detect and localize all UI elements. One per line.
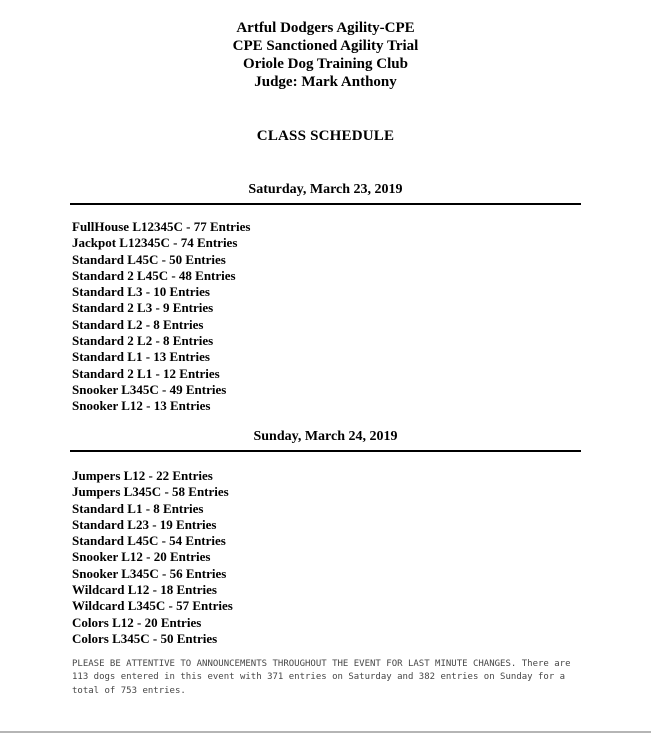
- sunday-date-heading: Sunday, March 24, 2019: [70, 429, 581, 452]
- class-entry: Snooker L12 - 13 Entries: [72, 398, 211, 414]
- announcement-line: total of 753 entries.: [72, 685, 186, 696]
- class-entry: Jumpers L345C - 58 Entries: [72, 484, 229, 500]
- judge-line: Judge: Mark Anthony: [254, 74, 397, 90]
- class-entry: Snooker L345C - 56 Entries: [72, 565, 227, 581]
- saturday-date-heading: Saturday, March 23, 2019: [70, 182, 581, 205]
- class-entry: Standard L45C - 54 Entries: [72, 533, 226, 549]
- class-entry: FullHouse L12345C - 77 Entries: [72, 219, 251, 234]
- class-entry: Snooker L345C - 49 Entries: [72, 381, 227, 397]
- class-entry: Colors L12 - 20 Entries: [72, 614, 202, 630]
- class-entry: Colors L345C - 50 Entries: [72, 630, 218, 646]
- class-entry: Standard 2 L2 - 8 Entries: [72, 333, 214, 349]
- announcement-line: 113 dogs entered in this event with 371 entries on Saturday and 382 entries on Sunday for a: [72, 672, 566, 683]
- class-entry: Jackpot L12345C - 74 Entries: [72, 235, 238, 251]
- window-bottom-edge: [0, 731, 651, 733]
- event-title: CPE Sanctioned Agility Trial: [232, 38, 419, 54]
- document-header: [0, 19, 651, 91]
- class-entry: Standard 2 L3 - 9 Entries: [72, 300, 214, 316]
- class-entry: Wildcard L12 - 18 Entries: [72, 582, 217, 598]
- class-entry: Standard L3 - 10 Entries: [72, 284, 210, 300]
- announcement-line: PLEASE BE ATTENTIVE TO ANNOUNCEMENTS THROUGHOUT THE EVENT FOR LAST MINUTE CHANGES. There are: [72, 659, 571, 669]
- sunday-class-list: [72, 468, 233, 647]
- class-entry: Wildcard L345C - 57 Entries: [72, 598, 233, 614]
- club-title: Artful Dodgers Agility-CPE: [236, 20, 415, 36]
- saturday-class-list: [72, 219, 250, 415]
- class-entry: Standard 2 L45C - 48 Entries: [72, 267, 236, 283]
- class-entry: Standard L23 - 19 Entries: [72, 516, 217, 532]
- host-club: Oriole Dog Training Club: [243, 56, 408, 72]
- class-entry: Snooker L12 - 20 Entries: [72, 549, 211, 565]
- class-entry: Jumpers L12 - 22 Entries: [72, 468, 213, 483]
- class-entry: Standard L1 - 13 Entries: [72, 349, 210, 365]
- class-entry: Standard L2 - 8 Entries: [72, 316, 204, 332]
- class-entry: Standard L1 - 8 Entries: [72, 500, 204, 516]
- announcement-note: [72, 658, 571, 698]
- class-entry: Standard L45C - 50 Entries: [72, 251, 226, 267]
- class-schedule-title: CLASS SCHEDULE: [256, 128, 395, 144]
- class-entry: Standard 2 L1 - 12 Entries: [72, 365, 220, 381]
